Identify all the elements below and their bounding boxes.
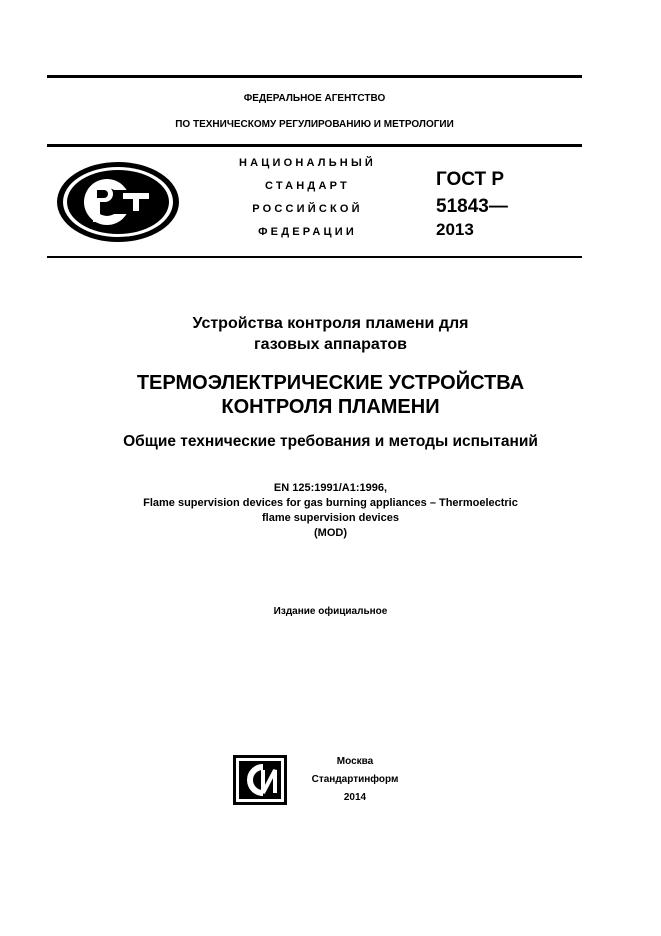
- agency-line-1: ФЕДЕРАЛЬНОЕ АГЕНТСТВО: [243, 93, 386, 104]
- main-title-line-1: ТЕРМОЭЛЕКТРИЧЕСКИЕ УСТРОЙСТВА: [136, 372, 525, 394]
- top-rule: [47, 75, 582, 78]
- designation-rule: [47, 256, 582, 258]
- reference-line-1: EN 125:1991/A1:1996,: [273, 482, 388, 494]
- designation-line-2: 51843—: [436, 196, 508, 217]
- rst-logo-icon: [55, 160, 181, 244]
- reference-line-2: Flame supervision devices for gas burning appliances – Thermoelectric: [143, 497, 518, 509]
- standard-word-3: РОССИЙСКОЙ: [252, 203, 363, 215]
- reference-line-3: flame supervision devices: [262, 512, 399, 524]
- standard-word-4: ФЕДЕРАЦИИ: [258, 226, 357, 238]
- subtitle: Общие технические требования и методы испытаний: [123, 433, 538, 450]
- title-line-1: Устройства контроля пламени для: [192, 315, 469, 332]
- reference-line-4: (MOD): [314, 527, 347, 539]
- title-line-2: газовых аппаратов: [254, 336, 407, 353]
- designation-line-3: 2013: [436, 220, 474, 239]
- header-rule: [47, 144, 582, 147]
- publication-year: 2014: [343, 792, 367, 803]
- standard-word-1: НАЦИОНАЛЬНЫЙ: [238, 157, 377, 169]
- agency-line-2: ПО ТЕХНИЧЕСКОМУ РЕГУЛИРОВАНИЮ И МЕТРОЛОГИИ: [175, 119, 454, 130]
- standard-word-2: СТАНДАРТ: [265, 180, 350, 192]
- edition-label: Издание официальное: [273, 606, 388, 617]
- publisher-name: Стандартинформ: [311, 774, 399, 785]
- designation-line-1: ГОСТ Р: [436, 169, 505, 190]
- publisher-city: Москва: [336, 756, 374, 767]
- publisher-logo-icon: [233, 755, 287, 805]
- main-title-line-2: КОНТРОЛЯ ПЛАМЕНИ: [221, 396, 440, 418]
